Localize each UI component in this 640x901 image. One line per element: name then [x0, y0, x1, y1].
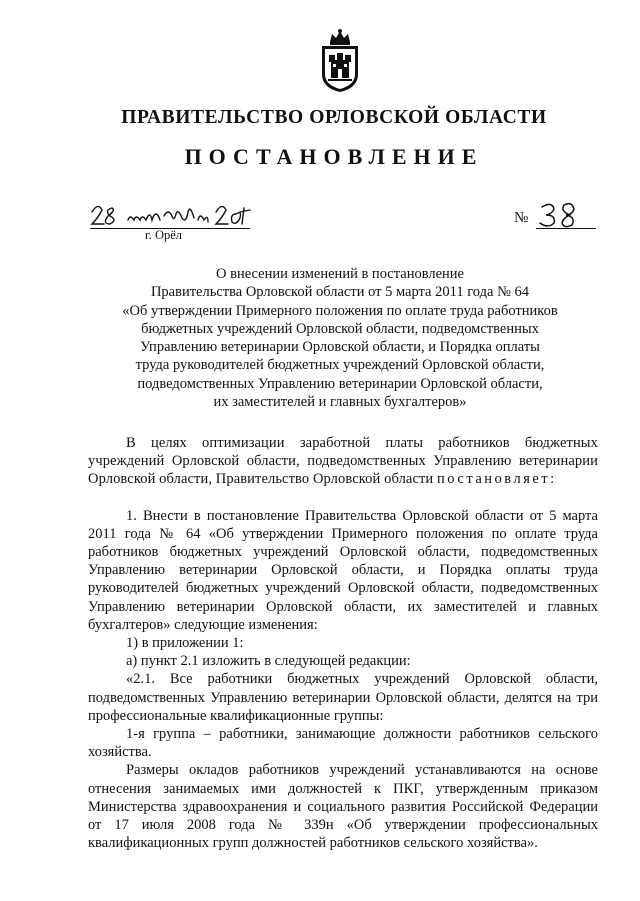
- document-title: [100, 265, 580, 411]
- resolves-word: постановляет:: [437, 471, 557, 488]
- document-type: ПОСТАНОВЛЕНИЕ: [184, 144, 484, 169]
- handwritten-number: [536, 201, 592, 229]
- preamble-text: В целях оптимизации заработной платы работников бюджетных учреждений Орловской области, подведомственных Управлению ветеринарии Орловской области, Правительство Орловской области: [88, 435, 598, 488]
- sub-item-1: 1) в приложении 1:: [126, 635, 244, 652]
- item-1-paragraph: 1. Внести в постановление Правительства Орловской области от 5 марта 2011 года № 64 «Об утверждении Примерного положения по оплате труда работников бюджетных учреждений Орловской области, подведомственных Управлению ветеринарии Орловской области, и Порядка оплаты труда руководителей бюджетных учреждений Орловской области, подведомственных Управлению ветеринарии Орловской области, их заместителей и главных бухгалтеров» следующие изменения:: [88, 507, 598, 633]
- title-line: О внесении изменений в постановление: [216, 266, 464, 282]
- title-line: «Об утверждении Примерного положения по оплате труда работников: [122, 302, 558, 319]
- preamble-paragraph: [88, 434, 598, 489]
- group-1-paragraph: 1-я группа – работники, занимающие должности работников сельского хозяйства.: [88, 726, 598, 761]
- number-sign: №: [514, 210, 529, 226]
- city: г. Орёл: [145, 228, 183, 242]
- number-underline: [536, 228, 596, 229]
- title-line: труда руководителей бюджетных учреждений Орловской области,: [135, 357, 545, 374]
- handwritten-date: [90, 200, 252, 230]
- sub-item-a: а) пункт 2.1 изложить в следующей редакции:: [126, 653, 411, 670]
- salaries-paragraph: Размеры окладов работников учреждений устанавливаются на основе отнесения занимаемых ими должностей к ПКГ, утвержденным приказом Министерства здравоохранения и социального развития Российской Федерации от 17 июля 2008 года № 339н «Об утверждении профессиональных квалификационных групп должностей работников сельского хозяйства».: [88, 762, 598, 852]
- title-line: Управлению ветеринарии Орловской области, и Порядка оплаты: [140, 339, 540, 356]
- organization-name: ПРАВИТЕЛЬСТВО ОРЛОВСКОЙ ОБЛАСТИ: [121, 107, 547, 128]
- quote-paragraph-2-1: «2.1. Все работники бюджетных учреждений Орловской области, подведомственных Управлению ветеринарии Орловской области, делятся на три профессиональные квалификационные группы:: [88, 671, 598, 724]
- title-line: Правительства Орловской области от 5 марта 2011 года № 64: [150, 284, 530, 301]
- title-line: подведомственных Управлению ветеринарии Орловской области,: [137, 375, 543, 392]
- title-line: их заместителей и главных бухгалтеров»: [213, 394, 467, 411]
- document-body: [88, 434, 598, 852]
- title-line: бюджетных учреждений Орловской области, подведомственных: [141, 320, 539, 337]
- coat-of-arms-icon: [318, 28, 362, 94]
